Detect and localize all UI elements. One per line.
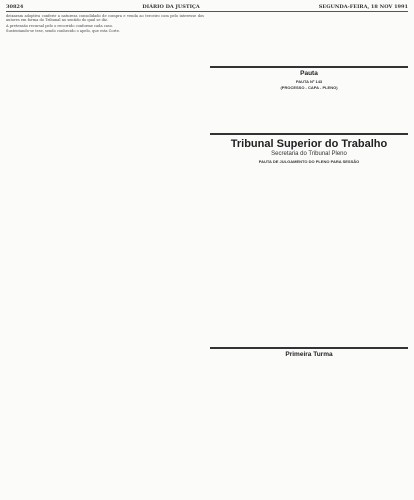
left-column (6, 14, 204, 498)
issue-date: SEGUNDA-FEIRA, 18 NOV 1991 (318, 4, 408, 10)
pauta-heading: Pauta (300, 70, 318, 77)
right-column (210, 14, 408, 498)
page-header (6, 2, 408, 12)
secretaria-title: Secretaria do Tribunal Pleno (271, 151, 347, 157)
journal-name: DIÁRIO DA JUSTIÇA (142, 4, 200, 10)
body-paragraph: Sustentando-se tese, sendo conhecido o apelo, que esta Corte. (6, 29, 121, 34)
body-paragraph: A pretensão recursal pelo o recorrido conforme cada caso. (6, 23, 113, 28)
pauta-doc-title: PAUTA DE JULGAMENTO DO PLENO PARA SESSÃO (258, 159, 360, 164)
body-paragraph: deixaram adoptiva conferir a natureza consolidado de compra e venda ao terceiro com pelo interesse dos autores em forma do Tribunal no sentido do qual se diz. (6, 14, 204, 23)
section-rule (210, 133, 408, 135)
section-rule (210, 347, 408, 349)
page-number: 30824 (6, 4, 24, 10)
pauta-subtitle: (PROCESSO - CAPA - PLENO) (280, 85, 338, 90)
pauta-number: PAUTA Nº 143 (295, 79, 323, 84)
section-rule (210, 66, 408, 68)
tribunal-title: Tribunal Superior do Trabalho (230, 138, 388, 150)
primeira-turma-heading: Primeira Turma (285, 351, 333, 358)
